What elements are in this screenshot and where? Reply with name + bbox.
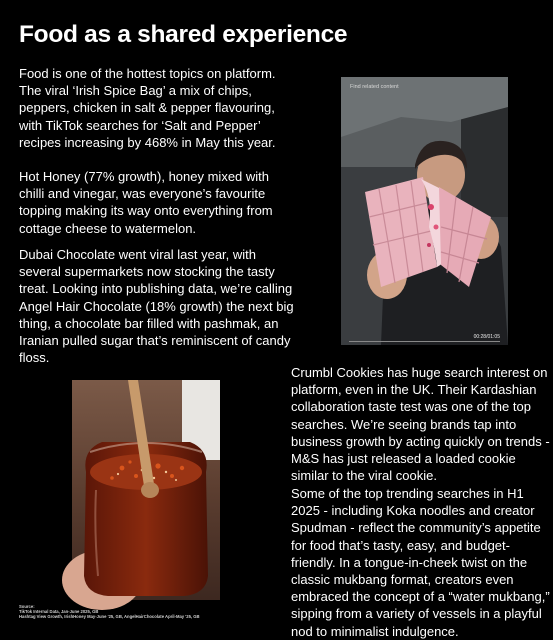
paragraph-trending-searches: Some of the top trending searches in H1 2025 - including Koka noodles and creator Spudman - reflect the community’s appetite for food that’s tasty, easy, and budget-friendly. In a tongue-in-cheek twist on the classic mukbang format, creators even embraced the concept of a “water mukbang,” sipping from a variety of vessels in a playful nod to minimalist indulgence. xyxy=(291,486,550,639)
chocolate-video-image xyxy=(341,77,508,345)
source-label: Source: xyxy=(19,604,35,609)
paragraph-irish-spice-bag: Food is one of the hottest topics on platform. The viral ‘Irish Spice Bag’ a mix of chips, peppers, chicken in salt & pepper flavouring, with TikTok searches for ‘Salt and Pepper’ recipes increasing by 468% in May this year. xyxy=(19,66,276,150)
source-line-1: TikTok Internal Data, Jan-June 2025, GB xyxy=(19,609,99,614)
video-progress-bar[interactable] xyxy=(349,341,500,342)
chocolate-video-thumbnail[interactable] xyxy=(341,77,508,345)
paragraph-crumbl-cookies: Crumbl Cookies has huge search interest on platform, even in the UK. Their Kardashian collaboration taste test was one of the top searches. We’re seeing brands tap into business growth by acting quickly on trends - M&S has just released a loaded cookie similar to the viral cookie. xyxy=(291,365,550,484)
video-search-bar[interactable]: Find related content xyxy=(350,84,399,90)
page-title: Food as a shared experience xyxy=(19,21,348,48)
chilli-honey-jar-image xyxy=(72,380,220,600)
chilli-honey-jar-photo xyxy=(72,380,220,600)
paragraph-dubai-chocolate: Dubai Chocolate went viral last year, with several supermarkets now stocking the tasty treat. Looking into publishing data, we’re calling Angel Hair Chocolate (18% growth) the next big thing, a chocolate bar filled with pashmak, an Iranian pulled sugar that’s reminiscent of candy floss. xyxy=(19,247,294,366)
source-footnote xyxy=(19,604,239,619)
paragraph-hot-honey: Hot Honey (77% growth), honey mixed with chilli and vinegar, was everyone’s favourite topping making its way onto everything from cottage cheese to watermelon. xyxy=(19,169,273,236)
source-line-2: Hashtag View Growth, IrishHoney May-June '25, GB, AngelHairChocolate April-May '25, GB xyxy=(19,614,200,619)
video-timestamp: 00:28/01:05 xyxy=(473,334,500,340)
